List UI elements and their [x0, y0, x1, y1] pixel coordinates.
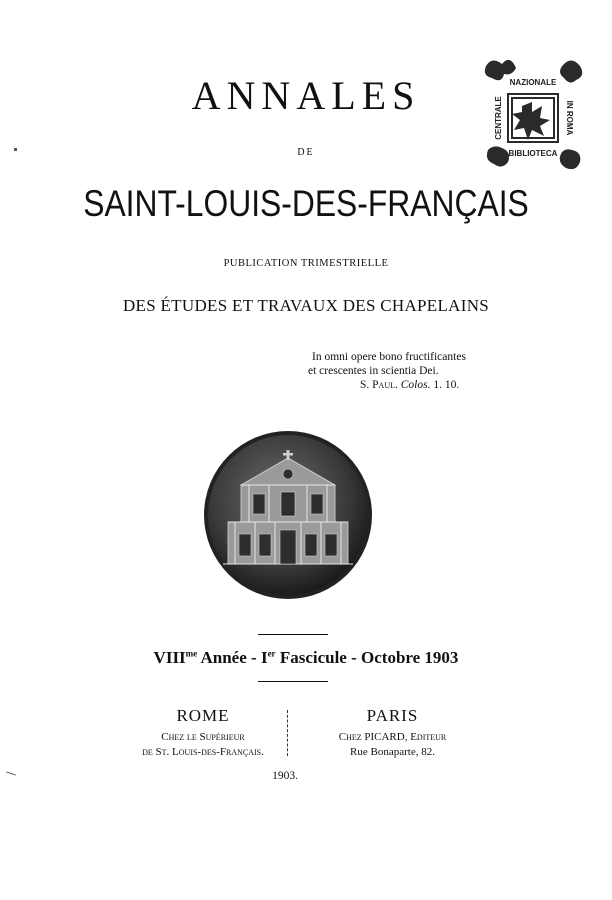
subtitle: DES ÉTUDES ET TRAVAUX DES CHAPELAINS	[122, 296, 490, 315]
rome-line-2: de St. Louis-des-Français.	[142, 746, 264, 758]
scan-mark-left	[14, 148, 17, 151]
title-connector: DE	[297, 147, 315, 158]
stamp-bottom-text: BIBLIOTECA	[508, 149, 558, 158]
epigraph-line-2: et crescentes in scientia Dei.	[308, 365, 439, 377]
rule-top	[258, 634, 328, 635]
issue-line	[0, 648, 612, 668]
epigraph-reference	[308, 378, 538, 392]
paris-city: PARIS	[366, 706, 419, 725]
issue-date: Fascicule - Octobre 1903	[279, 648, 459, 667]
epigraph-line-1: In omni opere bono fructificantes	[312, 351, 466, 363]
church-facade-icon	[203, 430, 373, 600]
rome-line-1: Chez le Supérieur	[161, 731, 245, 743]
paris-line-2: Rue Bonaparte, 82.	[350, 746, 435, 758]
epigraph-verse: 1. 10.	[433, 379, 460, 391]
imprint-divider	[287, 710, 288, 756]
fascicule-number: I	[260, 648, 268, 667]
paris-line-1: Chez PICARD, Editeur	[338, 731, 447, 743]
library-stamp-icon	[478, 52, 588, 182]
rome-city: ROME	[176, 706, 230, 725]
church-medal-image	[203, 430, 373, 600]
library-stamp	[478, 52, 588, 182]
volume-number: VIII	[153, 648, 186, 667]
stamp-left-text: CENTRALE	[494, 96, 503, 140]
main-title: SAINT-LOUIS-DES-FRANÇAIS	[83, 183, 529, 224]
publication-year: 1903.	[272, 770, 298, 782]
journal-title: ANNALES	[191, 73, 421, 118]
epigraph-source: Colos.	[400, 379, 431, 391]
annee-label: Année -	[200, 648, 257, 667]
stamp-right-text: IN ROMA	[565, 100, 574, 136]
volume-suffix: me	[185, 648, 198, 659]
rule-bottom	[258, 681, 328, 682]
imprint-rome	[118, 706, 288, 760]
publication-frequency: PUBLICATION TRIMESTRIELLE	[223, 258, 389, 269]
imprint-paris	[300, 706, 485, 760]
epigraph-author: S. Paul.	[360, 379, 398, 391]
fascicule-suffix: er	[267, 648, 276, 659]
stamp-top-text: NAZIONALE	[509, 78, 557, 87]
epigraph	[308, 350, 538, 392]
